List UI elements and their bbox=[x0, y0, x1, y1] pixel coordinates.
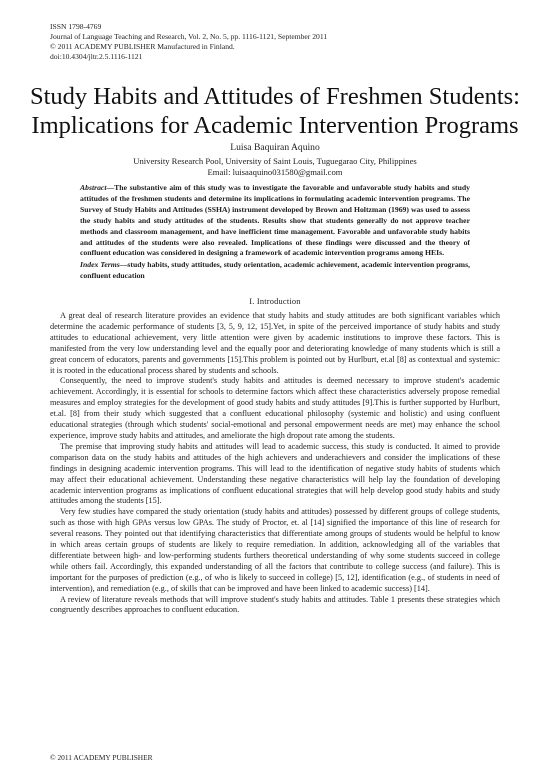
author-affiliation: University Research Pool, University of Saint Louis, Tuguegarao City, Philippines bbox=[133, 156, 417, 166]
paragraph: The premise that improving study habits and attitudes will lead to academic success, this study is conducted. It aimed to provide comparison data on the study habits and attitudes of the high achievers and underachievers and consider the implications of these findings in designing academic intervention programs. This will lead to the identification of negative study habits of students which may affect their educational achievement. Understanding these negative characteristics will help lay the foundation of developing academic intervention programs as implications of confluent educational strategies that will help develop good study habits and study attitudes among the students [15]. bbox=[50, 441, 500, 506]
index-terms-text: —study habits, study attitudes, study orientation, academic achievement, academic intervention programs, confluent education bbox=[80, 260, 470, 280]
abstract-text: —The substantive aim of this study was to investigate the favorable and unfavorable study habits and study attitudes of the freshmen students and determine its implications in formulating academic intervention programs. The Survey of Study Habits and Attitudes (SSHA) instrument developed by Brown and Holtzman (1969) was used to assess the study habits and study attitudes of the students. Results show that students generally do not approve teacher methods and classroom management, and have inefficient time management. Favorable and unfavorable study habits and attitudes of the students were also revealed. Implications of these findings were discussed and the theory of confluent education was considered in designing a framework of academic intervention programs among HEIs. bbox=[80, 183, 470, 258]
author-name: Luisa Baquiran Aquino bbox=[230, 142, 320, 153]
index-terms bbox=[80, 260, 470, 282]
copyright-line: © 2011 ACADEMY PUBLISHER Manufactured in Finland. bbox=[50, 42, 235, 51]
paragraph: Consequently, the need to improve student's study habits and attitudes is deemed necessary to improve student's academic achievement. Accordingly, it is essential for schools to determine factors which affect these characteristics adversely propose remedial measures and employ strategies for the development of good study habits and study attitudes [9].This is further supported by Hurlburt, et.al. [8] from their study which suggested that a confluent educational philosophy (systemic and holistic) and using confluent educational strategies (through which students' social-emotional and personal empowerment needs are met) may enhance the school experience, improve study habits and attitudes, and ameliorate the high dropout rate among the students. bbox=[50, 376, 500, 440]
journal-citation-line: Journal of Language Teaching and Research, Vol. 2, No. 5, pp. 1116-1121, September 2011 bbox=[50, 32, 328, 41]
abstract bbox=[80, 183, 470, 259]
abstract-lead: Abstract bbox=[80, 183, 107, 192]
journal-header bbox=[50, 22, 327, 62]
paragraph: Very few studies have compared the study orientation (study habits and attitudes) possessed by different groups of college students, such as those with high GPAs versus low GPAs. The study of Proctor, et. al [14] signified the importance of this line of research for several reasons. They pointed out that identifying characteristics that differentiate among groups of students would be helpful to know in which areas certain groups of students are likely to require remediation. In addition, acknowledging all of the variables that differentiate between high- and low-performing students furthers theoretical understanding of why some students succeed in college while others fail. Accordingly, this expanded understanding of all the factors that contribute to college success (and failure). This is important for the purposes of prediction (e.g., of who is likely to succeed in college) [5, 12], identification (e.g., of students in need of intervention), and remediation (e.g., of skills that can be improved and have been linked to academic success) [14]. bbox=[50, 507, 500, 593]
issn-line: ISSN 1798-4769 bbox=[50, 22, 102, 31]
page-footer: © 2011 ACADEMY PUBLISHER bbox=[50, 753, 153, 762]
index-terms-lead: Index Terms bbox=[80, 260, 120, 269]
paragraph: A review of literature reveals methods that will improve student's study habits and attitudes. Table 1 presents these strategies which congruently describes approaches to confluent education. bbox=[50, 594, 500, 615]
body-text bbox=[50, 311, 500, 616]
author-email[interactable]: Email: luisaaquino031580@gmail.com bbox=[207, 167, 343, 177]
title-line-2: Implications for Academic Intervention Programs bbox=[31, 112, 519, 139]
paragraph: A great deal of research literature provides an evidence that study habits and study attitudes are both significant variables which determine the academic performance of students [3, 5, 9, 12, 15].Yet, in spite of the perceived importance of study habits and study attitudes to educational achievement, very little attention were given by academic institutions to improve these factors. This is manifested from the very low understanding level and the equally poor and deteriorating knowledge of many students which is still a great concern of educators, parents and governments [15].This problem is pointed out by Hurlburt, et.al [8] as contextual and systemic: it is rooted in the educational process shared by students and schools. bbox=[50, 311, 500, 375]
title-line-1: Study Habits and Attitudes of Freshmen Students: bbox=[30, 83, 520, 110]
paper-title bbox=[0, 82, 550, 140]
section-heading-introduction: I. Introduction bbox=[249, 297, 301, 306]
doi-line[interactable]: doi:10.4304/jltr.2.5.1116-1121 bbox=[50, 52, 143, 61]
